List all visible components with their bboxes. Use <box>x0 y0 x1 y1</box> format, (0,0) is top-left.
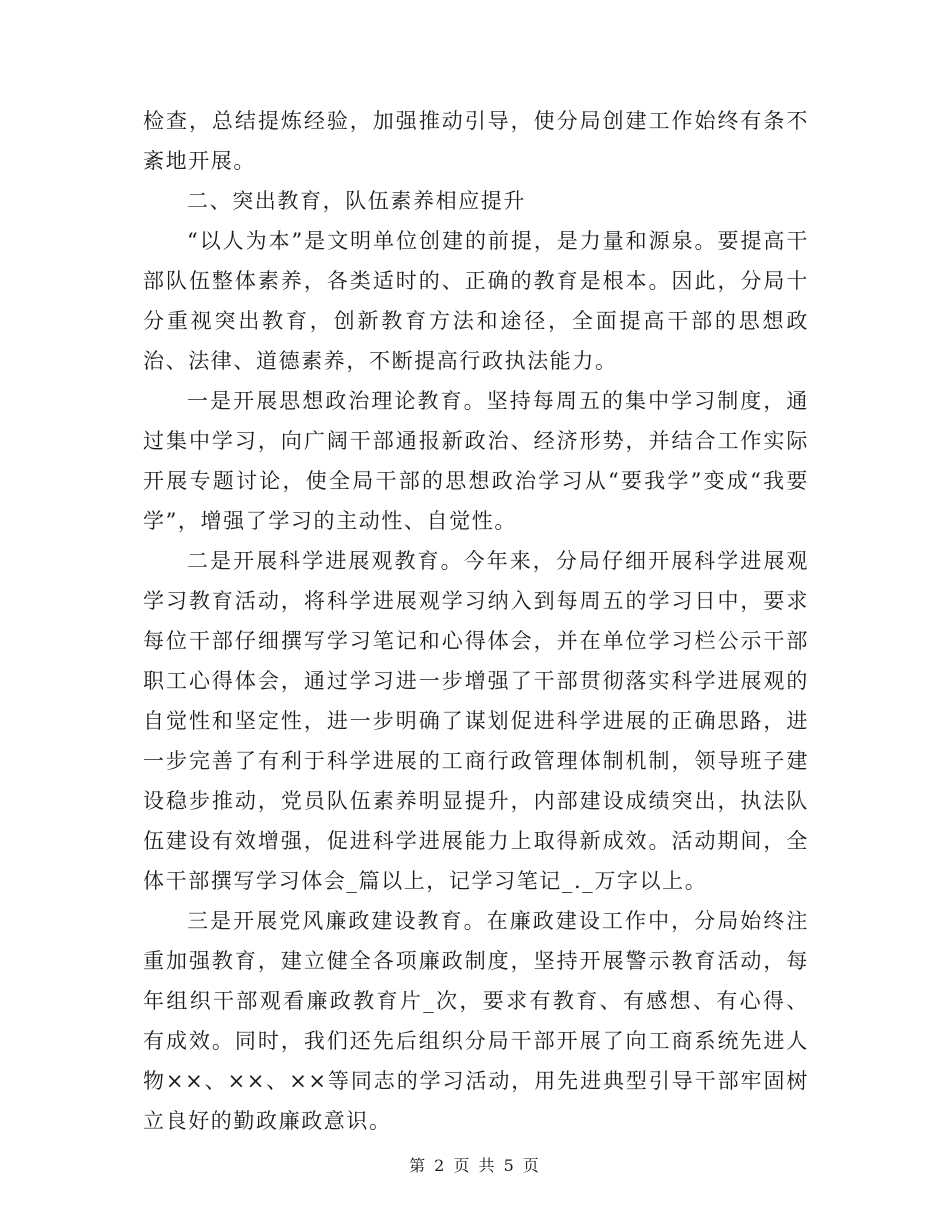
paragraph-people-oriented: “以人为本”是文明单位创建的前提，是力量和源泉。要提高干部队伍整体素养，各类适时的、正确的教育是根本。因此，分局十分重视突出教育，创新教育方法和途径，全面提高干部的思想政治、法律、道德素养，不断提高行政执法能力。 <box>143 229 809 373</box>
paragraph-continuation: 检查，总结提炼经验，加强推动引导，使分局创建工作始终有条不紊地开展。 <box>143 109 809 173</box>
paragraph-scientific-development: 二是开展科学进展观教育。今年来，分局仔细开展科学进展观学习教育活动，将科学进展观学习纳入到每周五的学习日中，要求每位干部仔细撰写学习笔记和心得体会，并在单位学习栏公示干部职工心得体会，通过学习进一步增强了干部贯彻落实科学进展观的自觉性和坚定性，进一步明确了谋划促进科学进展的正确思路，进一步完善了有利于科学进展的工商行政管理体制机制，领导班子建设稳步推动，党员队伍素养明显提升，内部建设成绩突出，执法队伍建设有效增强，促进科学进展能力上取得新成效。活动期间，全体干部撰写学习体会_篇以上，记学习笔记_._万字以上。 <box>143 549 809 893</box>
paragraph-integrity-education: 三是开展党风廉政建设教育。在廉政建设工作中，分局始终注重加强教育，建立健全各项廉政制度，坚持开展警示教育活动，每年组织干部观看廉政教育片_次，要求有教育、有感想、有心得、有成效。同时，我们还先后组织分局干部开展了向工商系统先进人物××、××、××等同志的学习活动，用先进典型引导干部牢固树立良好的勤政廉政意识。 <box>143 909 809 1133</box>
page-number-footer: 第 2 页 共 5 页 <box>409 1156 541 1175</box>
section-heading: 二、突出教育，队伍素养相应提升 <box>187 189 526 213</box>
paragraph-political-education: 一是开展思想政治理论教育。坚持每周五的集中学习制度，通过集中学习，向广阔干部通报新政治、经济形势，并结合工作实际开展专题讨论，使全局干部的思想政治学习从“要我学”变成“我要学”，增强了学习的主动性、自觉性。 <box>143 389 809 533</box>
document-body <box>143 101 809 1141</box>
